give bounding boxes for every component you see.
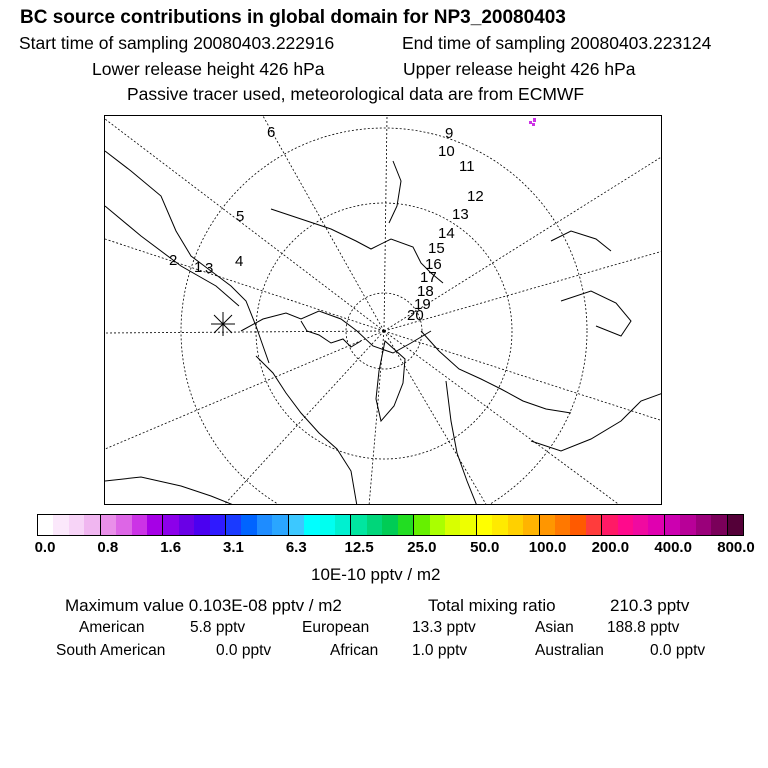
coastline <box>271 209 443 283</box>
total-mixing-label: Total mixing ratio <box>428 596 556 615</box>
meridian-line <box>384 116 387 331</box>
coastline <box>551 231 611 251</box>
trajectory-label: 12 <box>467 188 484 205</box>
coastline <box>241 311 431 353</box>
colorbar-segment <box>492 515 507 535</box>
colorbar-segment <box>618 515 633 535</box>
colorbar-segment <box>570 515 585 535</box>
coastlines <box>105 151 662 505</box>
trajectory-label: 15 <box>428 240 445 257</box>
source-value: 0.0 pptv <box>650 642 706 659</box>
trajectory-label: 1 <box>194 259 203 276</box>
coastline <box>446 381 477 505</box>
meridian-line <box>263 116 384 331</box>
colorbar-segment <box>555 515 570 535</box>
colorbar-segment <box>508 515 523 535</box>
polar-map <box>105 116 662 505</box>
upper-release-text: Upper release height 426 hPa <box>403 59 636 79</box>
colorbar-segment <box>602 515 617 535</box>
trajectory-label: 18 <box>417 283 434 300</box>
colorbar-segment <box>84 515 100 535</box>
tracer-note-text: Passive tracer used, meteorological data are from ECMWF <box>127 84 585 104</box>
colorbar-segment <box>430 515 445 535</box>
colorbar-segment <box>680 515 695 535</box>
trajectory-label: 19 <box>414 296 431 313</box>
source-name: South American <box>56 642 166 659</box>
meridian-line <box>105 331 384 449</box>
colorbar-unit: 10E-10 pptv / m2 <box>311 565 441 584</box>
colorbar-segment <box>257 515 272 535</box>
colorbar-segment <box>540 515 555 535</box>
latitude-circle <box>181 128 587 505</box>
colorbar-segment <box>728 515 743 535</box>
source-value: 188.8 pptv <box>607 619 680 636</box>
colorbar-tick-label: 0.8 <box>97 539 119 556</box>
end-sampling-text: End time of sampling 20080403.223124 <box>402 33 712 53</box>
coastline <box>561 291 631 336</box>
colorbar-segment <box>320 515 335 535</box>
source-name: Australian <box>535 642 604 659</box>
colorbar-segment <box>116 515 131 535</box>
meridian-line <box>384 331 621 505</box>
coastline <box>301 321 361 347</box>
map-panel <box>104 115 662 505</box>
colorbar-segment <box>648 515 664 535</box>
trajectory-label: 6 <box>267 124 276 141</box>
trajectory-label: 20 <box>407 307 424 324</box>
meridian-line <box>384 331 662 421</box>
trajectory-label: 3 <box>205 260 214 277</box>
colorbar-segment <box>194 515 209 535</box>
colorbar-tick-label: 6.3 <box>285 539 307 556</box>
source-value: 1.0 pptv <box>412 642 468 659</box>
meridian-line <box>223 331 384 505</box>
colorbar-segment <box>53 515 68 535</box>
colorbar-tick-label: 1.6 <box>160 539 182 556</box>
colorbar-tick-label: 3.1 <box>223 539 244 556</box>
total-mixing-value: 210.3 pptv <box>610 596 690 615</box>
colorbar-segment <box>289 515 304 535</box>
trajectory-label: 11 <box>459 158 475 175</box>
release-location-star-icon <box>211 312 235 336</box>
trajectory-label: 16 <box>425 256 442 273</box>
colorbar-segment <box>460 515 476 535</box>
trajectory-label: 4 <box>235 253 244 270</box>
trajectory-label: 14 <box>438 225 455 242</box>
colorbar-segment <box>445 515 460 535</box>
colorbar-segment <box>351 515 366 535</box>
colorbar-segment <box>163 515 178 535</box>
trajectory-label: 17 <box>420 269 437 286</box>
coastline <box>256 356 357 505</box>
map-title: BC source contributions in global domain for NP3_20080403 <box>20 7 566 28</box>
colorbar-segment <box>272 515 288 535</box>
colorbar-tick-label: 400.0 <box>654 539 692 556</box>
colorbar-segment <box>696 515 711 535</box>
colorbar-segment <box>586 515 602 535</box>
colorbar-segment <box>335 515 351 535</box>
source-name: European <box>302 619 370 636</box>
meridian-line <box>105 331 384 333</box>
max-value-text: Maximum value 0.103E-08 pptv / m2 <box>65 596 342 615</box>
colorbar-segment <box>665 515 680 535</box>
colorbar-segment <box>398 515 414 535</box>
coastline <box>531 393 662 451</box>
colorbar-segment <box>179 515 194 535</box>
source-value: 13.3 pptv <box>412 619 476 636</box>
coastline <box>105 477 236 505</box>
colorbar-tick-label: 200.0 <box>591 539 630 556</box>
coastline <box>389 161 401 223</box>
coastline <box>421 331 571 413</box>
trajectory-labels <box>169 124 484 324</box>
colorbar-segment <box>367 515 382 535</box>
colorbar-tick-label: 0.0 <box>34 539 56 556</box>
colorbar-segment <box>633 515 648 535</box>
source-value: 5.8 pptv <box>190 619 246 636</box>
colorbar-tick-label: 800.0 <box>717 539 755 556</box>
colorbar-tick-label: 25.0 <box>407 539 437 556</box>
colorbar-segment <box>101 515 116 535</box>
colorbar-segment <box>210 515 226 535</box>
colorbar-tick-label: 50.0 <box>470 539 500 556</box>
colorbar-segment <box>414 515 429 535</box>
source-name: African <box>330 642 379 659</box>
concentration-patch <box>529 118 536 126</box>
trajectory-label: 9 <box>445 125 454 142</box>
colorbar-segment <box>382 515 397 535</box>
colorbar <box>37 514 744 536</box>
trajectory-label: 2 <box>169 252 178 269</box>
trajectory-label: 13 <box>452 206 469 223</box>
colorbar-segment <box>38 515 53 535</box>
meridian-line <box>105 239 384 331</box>
source-name: American <box>79 619 145 636</box>
colorbar-segment <box>132 515 147 535</box>
colorbar-tick-label: 12.5 <box>344 539 374 556</box>
colorbar-segment <box>241 515 256 535</box>
start-sampling-text: Start time of sampling 20080403.222916 <box>19 33 335 53</box>
coastline <box>105 151 269 363</box>
colorbar-segment <box>69 515 84 535</box>
coastline <box>376 341 405 421</box>
graticule <box>105 116 662 505</box>
lower-release-text: Lower release height 426 hPa <box>92 59 325 79</box>
source-name: Asian <box>535 619 574 636</box>
colorbar-tick-label: 100.0 <box>528 539 567 556</box>
colorbar-segment <box>226 515 241 535</box>
source-value: 0.0 pptv <box>216 642 272 659</box>
colorbar-segment <box>304 515 319 535</box>
colorbar-segment <box>147 515 163 535</box>
colorbar-segment <box>477 515 492 535</box>
colorbar-segment <box>711 515 727 535</box>
trajectory-label: 10 <box>438 143 455 160</box>
trajectory-label: 5 <box>236 208 245 225</box>
colorbar-segment <box>523 515 539 535</box>
meridian-line <box>384 331 487 505</box>
